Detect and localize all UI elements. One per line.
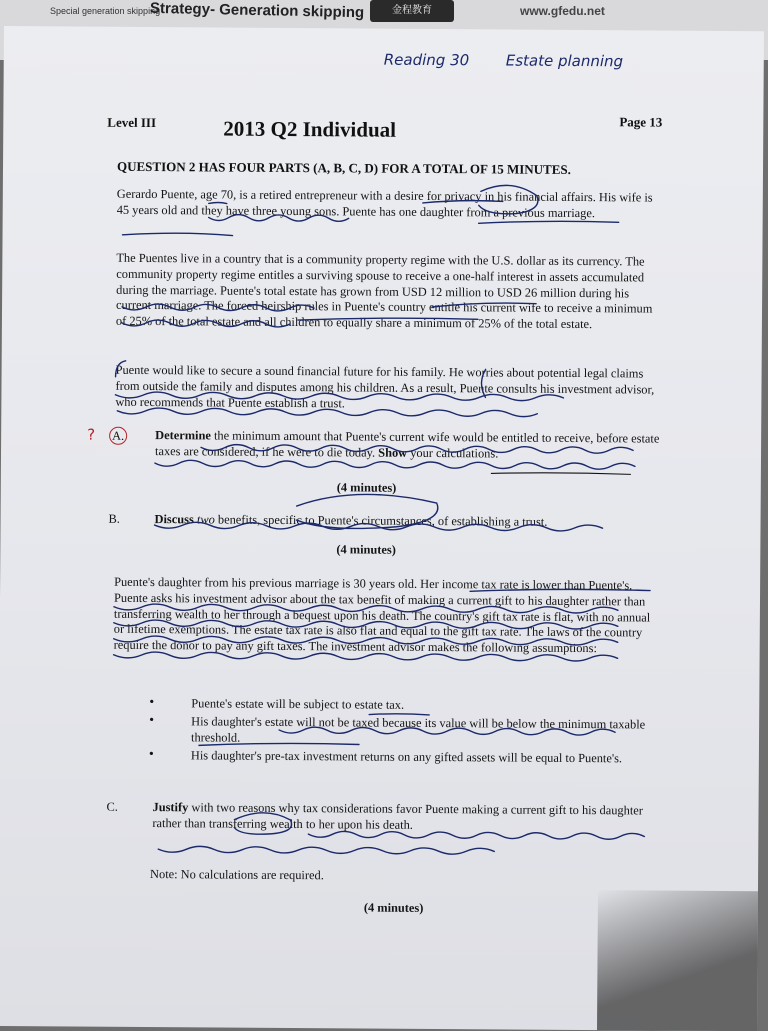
underline-stroke [491,472,631,474]
background-small-text: Special generation skipping [50,6,161,16]
photo-shadow [597,890,758,1031]
part-a-text: Determine the minimum amount that Puente's current wife would be entitled to receive, before estate taxes are considered, if he were to die today. Show your calculations. [154,428,660,461]
part-a [87,425,669,461]
case-paragraph-3: Puente would like to secure a sound financial future for his family. He worries about potential legal claims from outside the family and disputes among his children. As a result, Puente consults his investment advisor, who recommends that Puente establish a trust. [115,362,655,410]
part-c-note: Note: No calculations are required. [150,867,324,883]
handwritten-reading-note: Reading 30 [383,50,470,70]
part-a-minutes: (4 minutes) [336,480,397,495]
assumption-item: • His daughter's pre-tax investment returns on any gifted assets will be equal to Puente's. [149,747,669,767]
part-a-letter: A. [109,427,139,445]
exam-page [0,26,764,1031]
handwritten-topic-note: Estate planning [505,51,624,71]
background-title: Strategy- Generation skipping [149,0,365,22]
case-paragraph-2: The Puentes live in a country that is a community property regime with the U.S. dollar as its currency. The community property regime entitles a surviving spouse to receive a one-half interest in assets accumulated during the marriage. Puente's total estate has grown from USD 12 million to USD 26 million during his current marriage. The forced heirship rules in Puente's country entitle his current wife to receive a minimum of 25% of the total estate and all children to equally share a minimum of 25% of the total estate. [115,250,653,332]
wavy-underline [158,846,494,854]
part-b [108,511,669,529]
level-label: Level III [107,114,157,131]
assumption-item: • His daughter's estate will not be taxed because its value will be below the minimum taxable threshold. [149,713,669,749]
part-c-minutes: (4 minutes) [363,900,424,915]
assumption-item: • Puente's estate will be subject to estate tax. [149,695,669,715]
background-url: www.gfedu.net [520,4,605,18]
question-heading: QUESTION 2 HAS FOUR PARTS (A, B, C, D) FOR A TOTAL OF 15 MINUTES. [116,158,571,177]
margin-question-mark: ? [87,425,96,444]
part-c-letter: C. [106,799,118,814]
case-paragraph-1: Gerardo Puente, age 70, is a retired entrepreneur with a desire for privacy in his financial affairs. His wife is 45 years old and they have three young sons. Puente has one daughter from a previous marriage. [116,186,653,220]
page-number: Page 13 [619,114,663,130]
part-b-minutes: (4 minutes) [336,542,396,557]
part-c [106,799,667,832]
background-logo: 金程教育 [370,0,454,22]
part-b-text: Discuss two benefits, specific to Puente's circumstances, of establishing a trust. [154,512,548,529]
case-paragraph-4: Puente's daughter from his previous marriage is 30 years old. Her income tax rate is lower than Puente's. Puente asks his investment advisor about the tax benefit of making a current gift to his daughter rather than transferring wealth to her through a bequest upon his death. The country's gift tax rate is flat, with no annual or lifetime exemptions. The estate tax rate is also flat and equal to the gift tax rate. The laws of the country require the donor to pay any gift taxes. The investment advisor makes the following assumptions: [113,574,651,656]
page-title: 2013 Q2 Individual [223,116,397,142]
underline-stroke [123,233,233,236]
part-b-letter: B. [108,511,120,526]
part-c-text: Justify with two reasons why tax considerations favor Puente making a current gift to his daughter rather than transferring wealth to her upon his death. [152,800,643,832]
background-sheet-header [30,0,750,28]
assumptions-list [149,695,669,769]
